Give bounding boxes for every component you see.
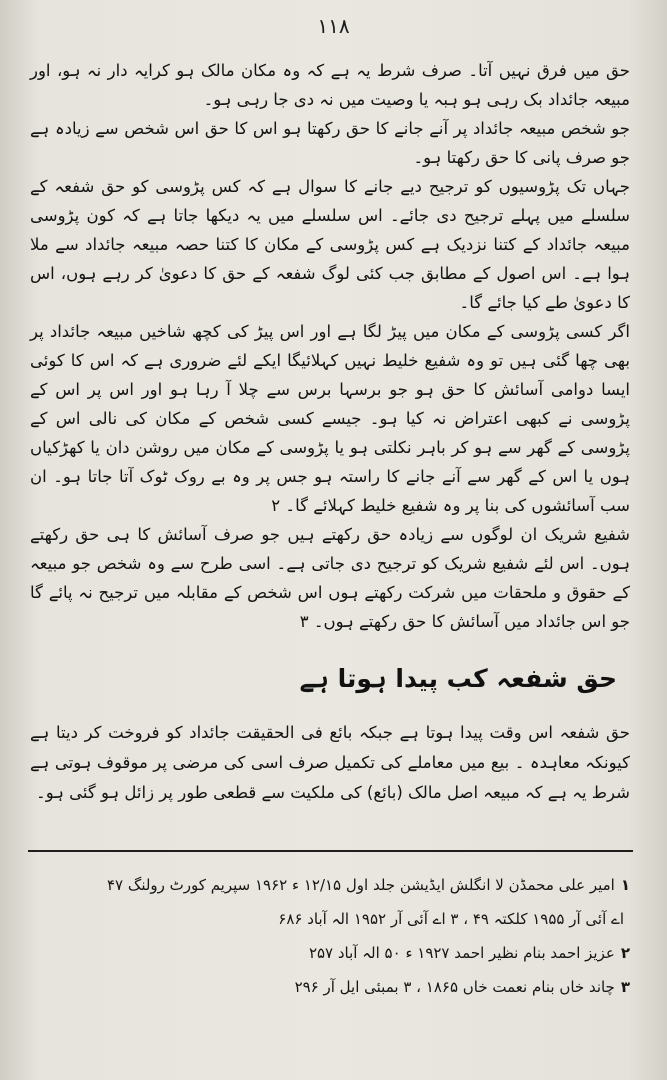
footnote: [40, 936, 630, 970]
paragraph: جہاں تک پڑوسیوں کو ترجیح دیے جانے کا سوال ہے کہ کس پڑوسی کو حق شفعہ کے سلسلے میں پہلے ترجیح دی جائے۔ اس سلسلے میں یہ دیکھا جاتا ہے کہ کون پڑوسی مبیعہ جائداد کے کتنا نزدیک ہے کس پڑوسی کے مکان کا کتنا حصہ مبیعہ جائداد سے ملا ہوا ہے۔ اس اصول کے مطابق جب کئی لوگ شفعہ کے حق کا دعویٰ کر رہے ہوں، اس کا دعویٰ طے کیا جائے گا۔: [30, 177, 630, 312]
footnote-text: عزیز احمد بنام نظیر احمد ۱۹۲۷ ء ۵۰ الہ آباد ۲۵۷: [308, 944, 615, 962]
footnote-text: اے آئی آر ۱۹۵۵ کلکتہ ۴۹ ، ۳ اے آئی آر ۱۹۵۲ الہ آباد ۶۸۶: [278, 910, 624, 928]
section-text: [30, 718, 630, 808]
paragraph: جو شخص مبیعہ جائداد پر آنے جانے کا حق رکھتا ہو اس کا حق اس شخص سے زیادہ ہے جو صرف پانی کا حق رکھتا ہو۔: [30, 119, 630, 167]
footnote: [40, 868, 630, 902]
paragraph: حق شفعہ اس وقت پیدا ہوتا ہے جبکہ بائع فی الحقیقت جائداد کو فروخت کر دیتا ہے کیونکہ معاہدہ ۔ بیع میں معاملے کی تکمیل صرف اسی کی مرضی پر موقوف ہوتی ہے شرط یہ ہے کہ مبیعہ اصل مالک (بائع) کی ملکیت سے قطعی طور پر زائل ہو گئی ہو۔: [30, 723, 630, 802]
footnote-text: امیر علی محمڈن لا انگلش ایڈیشن جلد اول ۱۲/۱۵ ء ۱۹۶۲ سپریم کورٹ رولنگ ۴۷: [107, 876, 615, 894]
footnotes: [40, 868, 630, 1004]
footnote-mark: ۲: [620, 944, 630, 962]
footnote-text: چاند خاں بنام نعمت خاں ۱۸۶۵ ، ۳ بمبئی ایل آر ۲۹۶: [294, 978, 615, 996]
footnote-mark: ۳: [620, 978, 630, 996]
paragraph: شفیع شریک ان لوگوں سے زیادہ حق رکھتے ہیں جو صرف آسائش کا ہی حق رکھتے ہوں۔ اس لئے شفیع شریک کو ترجیح دی جاتی ہے۔ اسی طرح سے وہ شخص جو مبیعہ کے حقوق و ملحقات میں شرکت رکھتے ہوں اس شخص کے مقابلہ میں ترجیح نہ پائے گا جو اس جائداد میں آسائش کا حق رکھتے ہوں۔ ۳: [30, 525, 630, 631]
footnote: [40, 970, 630, 1004]
paragraph: اگر کسی پڑوسی کے مکان میں پیڑ لگا ہے اور اس پیڑ کی کچھ شاخیں مبیعہ جائداد پر بھی چھا گئی ہیں تو وہ شفیع خلیط نہیں کہلائیگا ایکے لئے ضروری ہے کہ اس کا کوئی ایسا دوامی آسائش کا حق ہو جو برسہا برس سے چلا آ رہا ہو اور اس پر اس کے پڑوسی نے کبھی اعتراض نہ کیا ہو۔ جیسے کسی شخص کے مکان کی نالی اس کے پڑوسی کے گھر سے ہو کر باہر نکلتی ہو یا پڑوسی کے مکان میں روشن دان یا کھڑکیاں ہوں یا اس کے گھر سے آنے جانے کا راستہ ہو جس پر وہ بے روک ٹوک آتا جاتا ہو۔ ان سب آسائشوں کی بنا پر وہ شفیع خلیط کہلائے گا۔ ۲: [30, 322, 630, 515]
main-text: [30, 56, 630, 636]
paragraph: حق میں فرق نہیں آتا۔ صرف شرط یہ ہے کہ وہ مکان مالک ہو کرایہ دار نہ ہو، اور مبیعہ جائداد بک رہی ہو ہبہ یا وصیت میں نہ دی جا رہی ہو۔: [30, 61, 630, 109]
footnote-mark: ۱: [620, 876, 630, 894]
page-number: ۱۱۸: [317, 14, 350, 38]
section-heading: حق شفعہ کب پیدا ہوتا ہے: [299, 664, 617, 693]
footnote: [40, 902, 630, 936]
footnote-divider: [28, 850, 633, 852]
